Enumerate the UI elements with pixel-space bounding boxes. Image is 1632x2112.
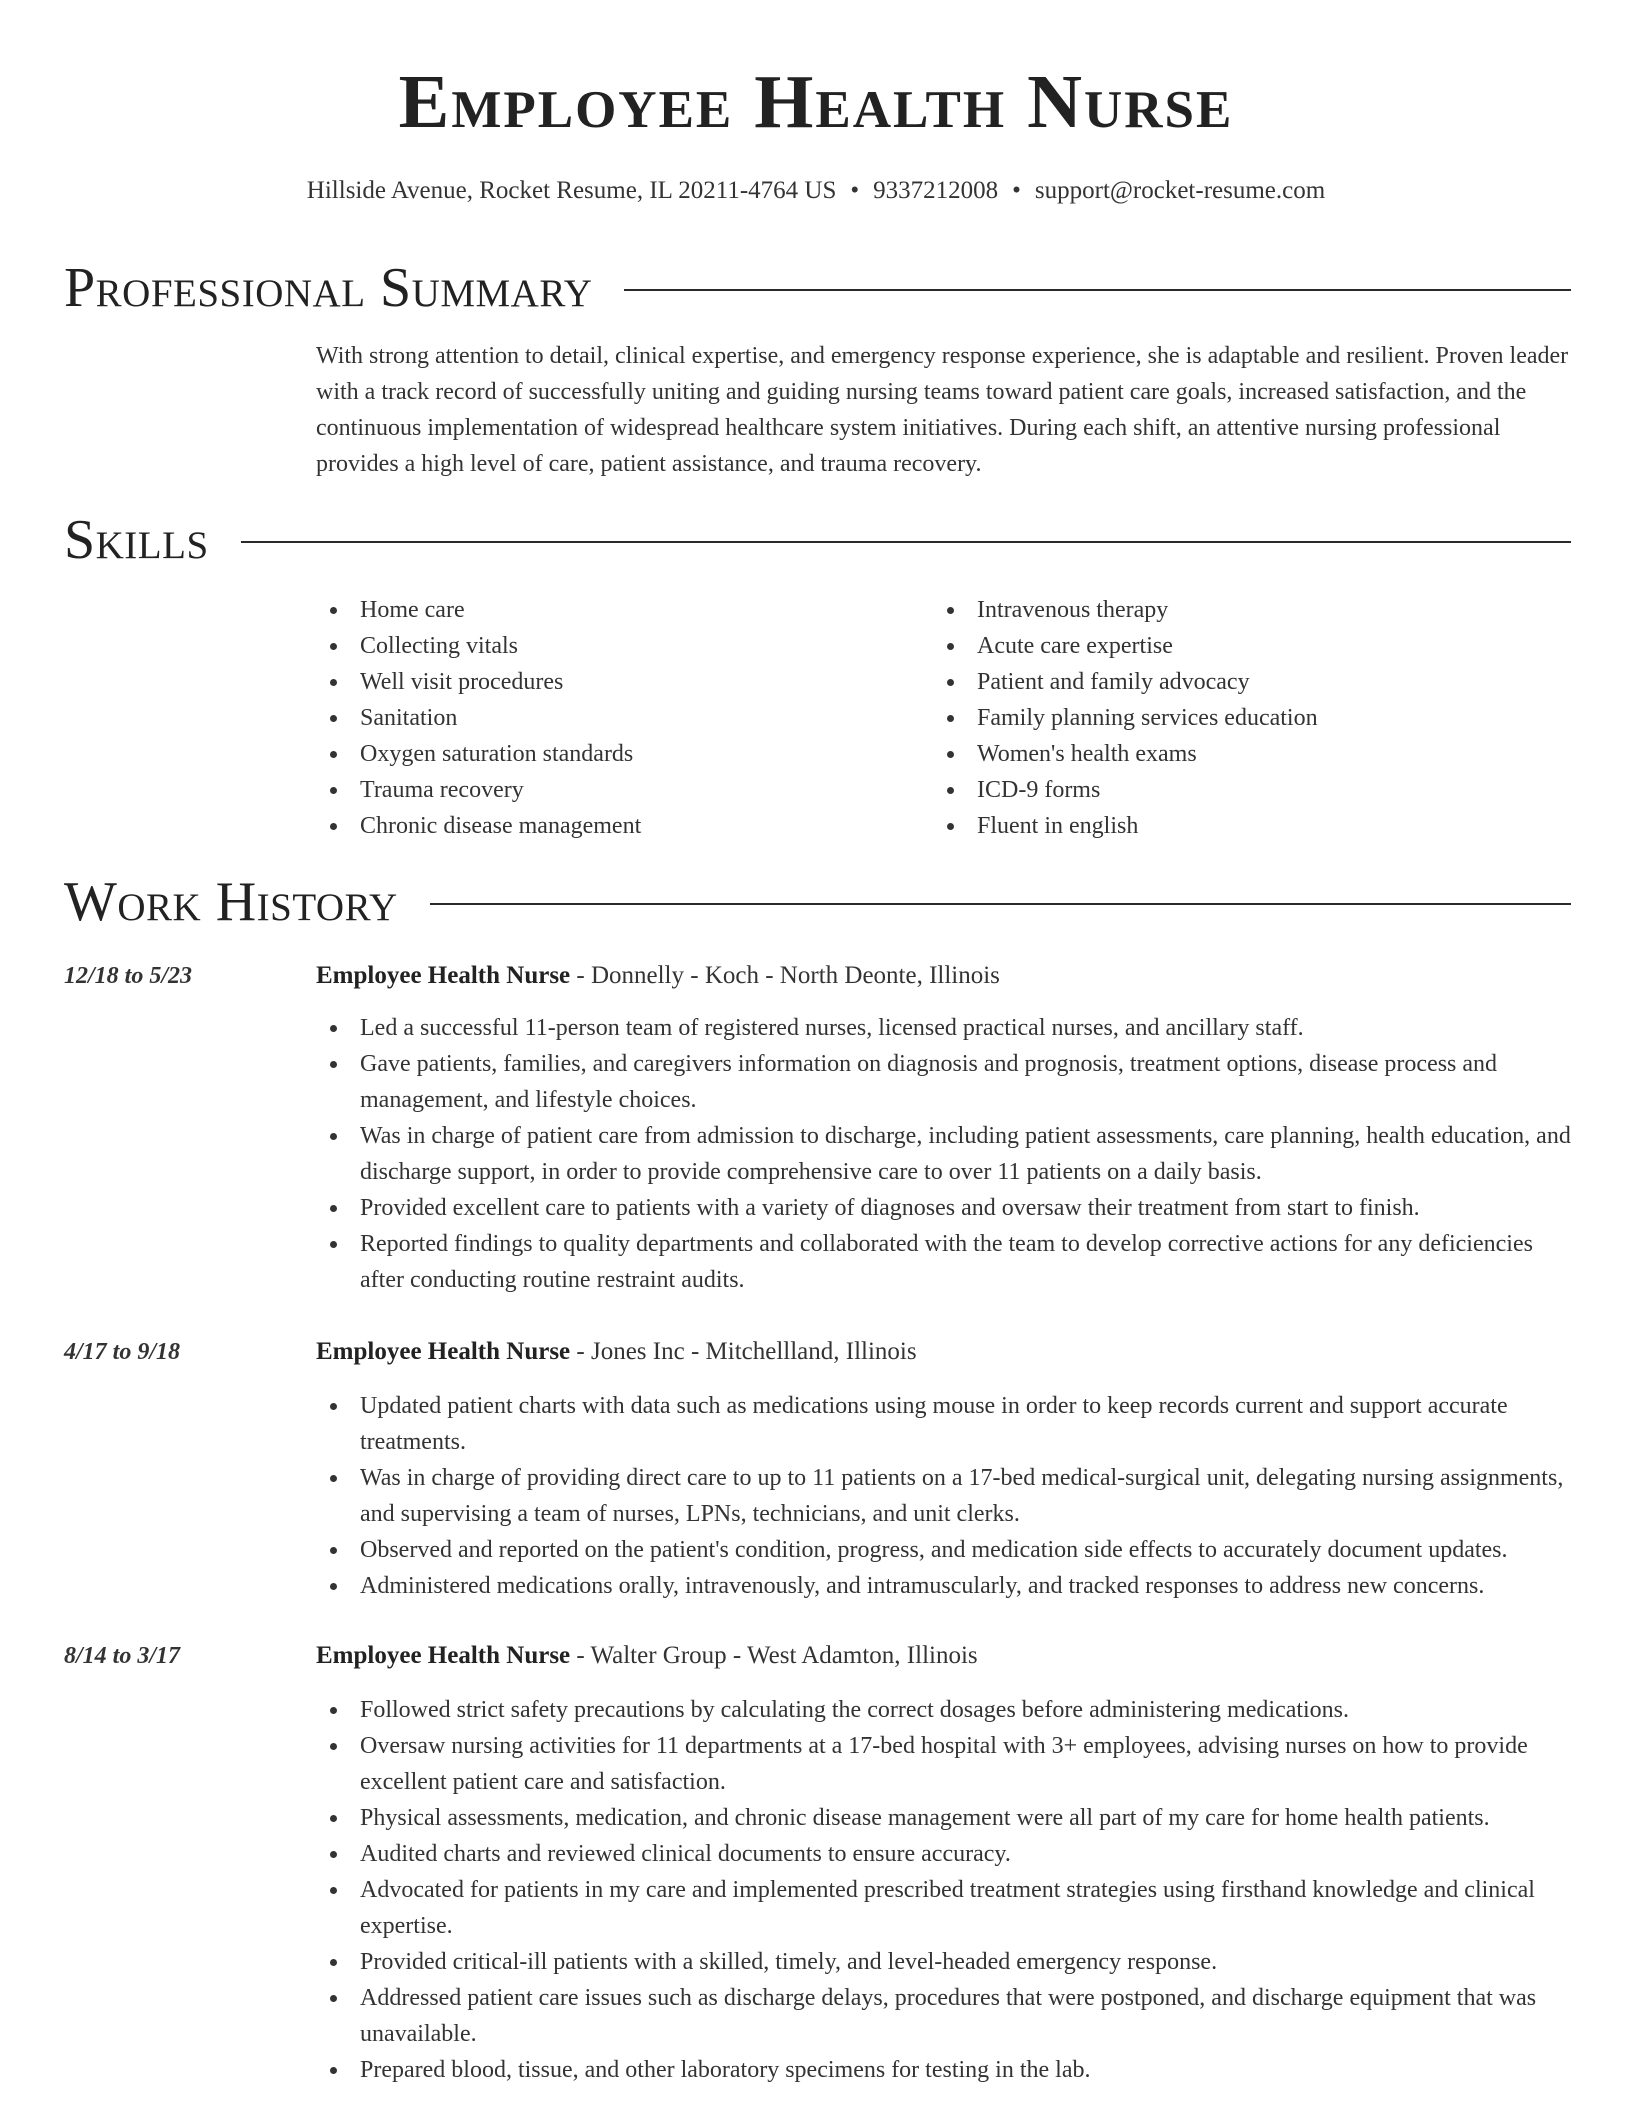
job-bullet: Advocated for patients in my care and implemented prescribed treatment strategies using firsthand knowledge and clinical expertise. bbox=[316, 1872, 1576, 1944]
skills-list bbox=[316, 592, 1576, 844]
skill-item: Well visit procedures bbox=[316, 664, 933, 700]
summary-section-header bbox=[64, 258, 1571, 318]
job-bullets bbox=[316, 1388, 1576, 1604]
job-heading bbox=[316, 958, 1000, 994]
job-bullet: Oversaw nursing activities for 11 departments at a 17-bed hospital with 3+ employees, advising nurses on how to provide excellent patient care and satisfaction. bbox=[316, 1728, 1576, 1800]
summary-heading: Professional Summary bbox=[64, 257, 593, 319]
contact-phone: 9337212008 bbox=[873, 177, 999, 204]
section-divider bbox=[430, 903, 1571, 905]
section-divider bbox=[241, 541, 1571, 543]
job-bullet: Physical assessments, medication, and chronic disease management were all part of my care for home health patients. bbox=[316, 1800, 1576, 1836]
skill-item: Family planning services education bbox=[933, 700, 1550, 736]
job-heading bbox=[316, 1334, 917, 1370]
work-history-section-header bbox=[64, 872, 1571, 932]
skills-column-right bbox=[933, 592, 1550, 844]
job-bullet: Led a successful 11-person team of registered nurses, licensed practical nurses, and ancillary staff. bbox=[316, 1010, 1576, 1046]
job-bullet: Observed and reported on the patient's condition, progress, and medication side effects to accurately document updates. bbox=[316, 1532, 1576, 1568]
job-bullet: Reported findings to quality departments and collaborated with the team to develop corrective actions for any deficiencies after conducting routine restraint audits. bbox=[316, 1226, 1576, 1298]
job-bullet: Provided critical-ill patients with a skilled, timely, and level-headed emergency response. bbox=[316, 1944, 1576, 1980]
job-dates: 12/18 to 5/23 bbox=[64, 963, 193, 989]
job-heading bbox=[316, 1638, 978, 1674]
skill-item: Acute care expertise bbox=[933, 628, 1550, 664]
job-dates: 8/14 to 3/17 bbox=[64, 1643, 181, 1669]
job-bullet: Addressed patient care issues such as discharge delays, procedures that were postponed, and discharge equipment that was unavailable. bbox=[316, 1980, 1576, 2052]
job-bullet: Audited charts and reviewed clinical documents to ensure accuracy. bbox=[316, 1836, 1576, 1872]
contact-email: support@rocket-resume.com bbox=[1034, 177, 1326, 204]
skill-item: Collecting vitals bbox=[316, 628, 933, 664]
job-bullet: Gave patients, families, and caregivers information on diagnosis and prognosis, treatment options, disease process and management, and lifestyle choices. bbox=[316, 1046, 1576, 1118]
job-bullet: Followed strict safety precautions by calculating the correct dosages before administering medications. bbox=[316, 1692, 1576, 1728]
contact-separator: • bbox=[1012, 177, 1021, 204]
job-bullet: Was in charge of providing direct care to up to 11 patients on a 17-bed medical-surgical unit, delegating nursing assignments, and supervising a team of nurses, LPNs, technicians, and unit clerks. bbox=[316, 1460, 1576, 1532]
contact-address: Hillside Avenue, Rocket Resume, IL 20211-4764 US bbox=[306, 177, 837, 204]
job-employer-location: - Walter Group - West Adamton, Illinois bbox=[570, 1642, 978, 1669]
job-title: Employee Health Nurse bbox=[316, 962, 571, 989]
resume-title: Employee Health Nurse bbox=[398, 60, 1234, 144]
skill-item: Home care bbox=[316, 592, 933, 628]
job-employer-location: - Jones Inc - Mitchellland, Illinois bbox=[570, 1338, 917, 1365]
skill-item: Fluent in english bbox=[933, 808, 1550, 844]
skills-heading: Skills bbox=[64, 509, 209, 571]
summary-text: With strong attention to detail, clinical expertise, and emergency response experience, she is adaptable and resilient. Proven leader with a track record of successfully uniting and guiding nursing teams toward patient care goals, increased satisfaction, and the continuous implementation of widespread healthcare system initiatives. During each shift, an attentive nursing professional provides a high level of care, patient assistance, and trauma recovery. bbox=[316, 343, 1569, 477]
skill-item: Women's health exams bbox=[933, 736, 1550, 772]
job-bullet: Updated patient charts with data such as medications using mouse in order to keep records current and support accurate treatments. bbox=[316, 1388, 1576, 1460]
job-bullet: Provided excellent care to patients with a variety of diagnoses and oversaw their treatment from start to finish. bbox=[316, 1190, 1576, 1226]
contact-line bbox=[0, 176, 1632, 206]
skill-item: Intravenous therapy bbox=[933, 592, 1550, 628]
contact-separator: • bbox=[850, 177, 860, 204]
job-employer-location: - Donnelly - Koch - North Deonte, Illinois bbox=[570, 962, 1000, 989]
job-bullet: Prepared blood, tissue, and other laboratory specimens for testing in the lab. bbox=[316, 2052, 1576, 2088]
job-dates: 4/17 to 9/18 bbox=[64, 1339, 181, 1365]
job-bullet: Administered medications orally, intravenously, and intramuscularly, and tracked responses to address new concerns. bbox=[316, 1568, 1576, 1604]
skill-item: Sanitation bbox=[316, 700, 933, 736]
job-bullet: Was in charge of patient care from admission to discharge, including patient assessments, care planning, health education, and discharge support, in order to provide comprehensive care to over 11 patients on a daily basis. bbox=[316, 1118, 1576, 1190]
job-bullets bbox=[316, 1692, 1576, 2088]
skill-item: Chronic disease management bbox=[316, 808, 933, 844]
job-title: Employee Health Nurse bbox=[316, 1642, 571, 1669]
skill-item: Trauma recovery bbox=[316, 772, 933, 808]
skills-section-header bbox=[64, 510, 1571, 570]
skill-item: ICD-9 forms bbox=[933, 772, 1550, 808]
job-title: Employee Health Nurse bbox=[316, 1338, 571, 1365]
work-history-heading: Work History bbox=[64, 871, 398, 933]
skill-item: Oxygen saturation standards bbox=[316, 736, 933, 772]
skills-column-left bbox=[316, 592, 933, 844]
skill-item: Patient and family advocacy bbox=[933, 664, 1550, 700]
section-divider bbox=[624, 289, 1571, 291]
job-bullets bbox=[316, 1010, 1576, 1298]
